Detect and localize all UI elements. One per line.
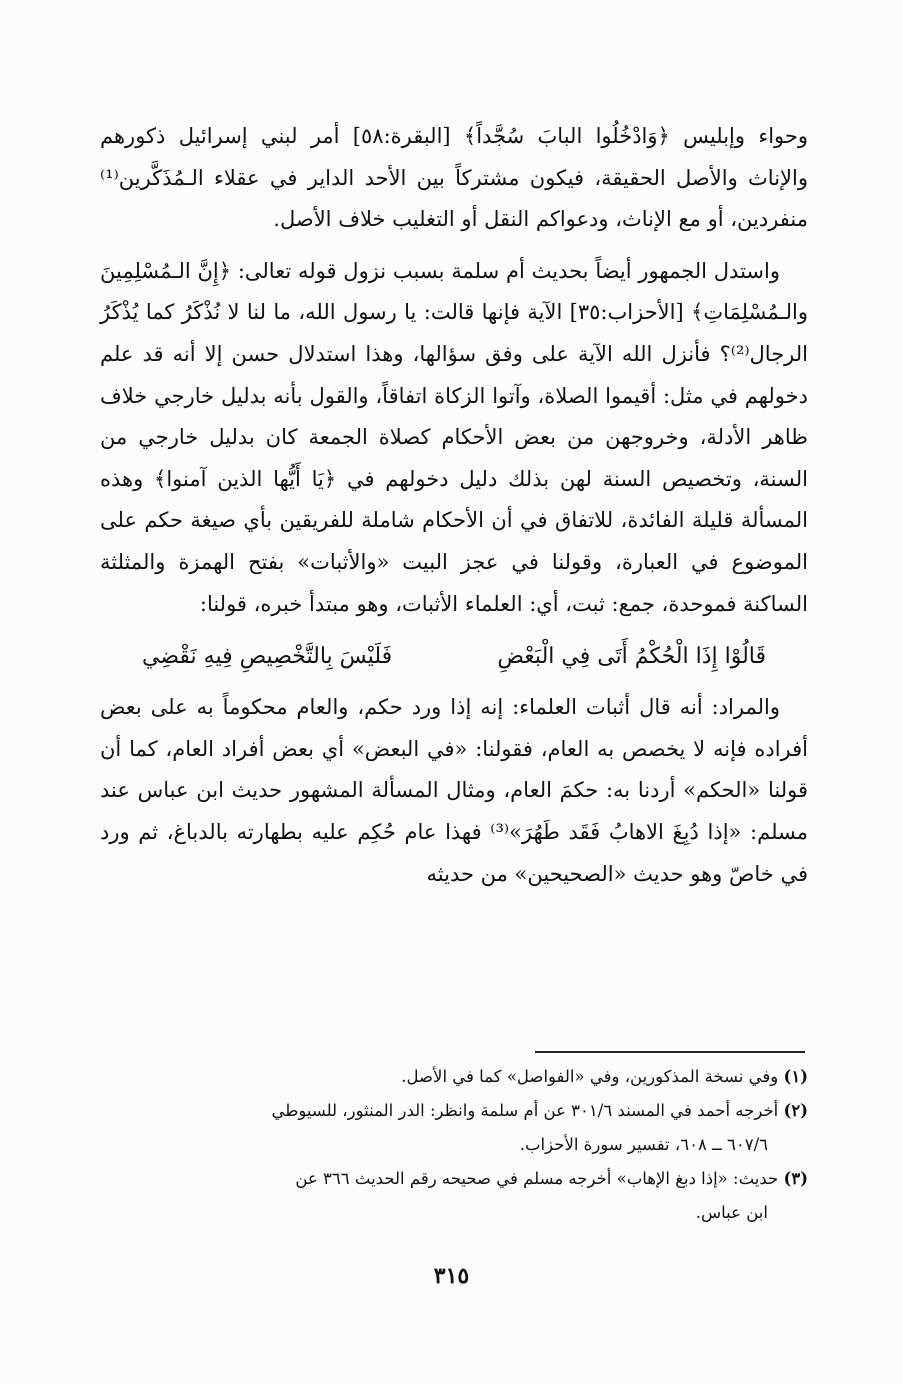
footnote-text: أخرجه أحمد في المسند ٣٠١/٦ عن أم سلمة وانظر: الدر المنثور، للسيوطي — [271, 1101, 779, 1120]
paragraph-2: واستدل الجمهور أيضاً بحديث أم سلمة بسبب نزول قوله تعالى: ﴿إِنَّ الـمُسْلِمِينَ والـمُسْلِمَاتِ﴾ [الأحزاب:٣٥] الآية فإنها قالت: يا رسول الله، ما لنا لا نُذْكَرُ كما يُذْكَرُ الرجال⁽²⁾؟ فأنزل الله الآية على وفق سؤالها، وهذا استدلال حسن إلا أنه قد علم دخولهم في مثل: أقيموا الصلاة، وآتوا الزكاة اتفاقاً، والقول بأنه بدليل خارجي خلاف ظاهر الأدلة، وخروجهن من بعض الأحكام كصلاة الجمعة كان بدليل خارجي من السنة، وتخصيص السنة لهن بذلك دليل دخولهم في ﴿يَا أَيُّها الذين آمنوا﴾ وهذه المسألة قليلة الفائدة، للاتفاق في أن الأحكام شاملة للفريقين بأي صيغة حكم على الموضوع في العبارة، وقولنا في عجز البيت «والأثبات» بفتح الهمزة والمثلثة الساكنة فموحدة، جمع: ثبت، أي: العلماء الأثبات، وهو مبتدأ خبره، قولنا: — [100, 258, 809, 616]
footnote-number: (١) — [783, 1067, 808, 1086]
footnote-1 — [100, 1060, 808, 1094]
footnotes — [100, 1060, 808, 1230]
paragraph-1: وحواء وإبليس ﴿وَادْخُلُوا البابَ سُجَّداً﴾ [البقرة:٥٨] أمر لبني إسرائيل ذكورهم والإناث والأصل الحقيقة، فيكون مشتركاً بين الأحد الداير في عقلاء الـمُذَكَّرين⁽¹⁾ منفردين، أو مع الإناث، ودعواكم النقل أو التغليب خلاف الأصل. — [100, 124, 809, 232]
footnote-number: (٢) — [783, 1101, 808, 1120]
footnote-2-continuation: ٦٠٧/٦ ــ ٦٠٨، تفسير سورة الأحزاب. — [519, 1135, 768, 1154]
footnote-text: حديث: «إذا دبغ الإهاب» أخرجه مسلم في صحيحه رقم الحديث ٣٦٦ عن — [295, 1169, 779, 1188]
poem-verse — [142, 637, 766, 677]
poem-hemistich-left: فَلَيْسَ بِالتَّخْصِيصِ فِيهِ نَقْضِي — [142, 644, 393, 670]
footnote-3-continuation: ابن عباس. — [695, 1203, 768, 1222]
main-text — [100, 116, 808, 895]
footnote-separator — [535, 1051, 805, 1053]
footnote-2 — [100, 1094, 808, 1128]
page-number: ٣١٥ — [433, 1263, 470, 1289]
footnote-text: وفي نسخة المذكورين، وفي «الفواصل» كما في الأصل. — [401, 1067, 779, 1086]
paragraph-3: والمراد: أنه قال أثبات العلماء: إنه إذا ورد حكم، والعام محكوماً به على بعض أفراده فإنه لا يخصص به العام، فقولنا: «في البعض» أي بعض أفراد العام، كما أن قولنا «الحكم» أردنا به: حكمَ العام، ومثال المسألة المشهور حديث ابن عباس عند مسلم: «إذا دُبِغَ الاهابُ فَقَد طَهُرَ»⁽³⁾ فهذا عام حُكِم عليه بطهارته بالدباغ، ثم ورد في خاصّ وهو حديث «الصحيحين» من حديثه — [100, 695, 809, 886]
poem-hemistich-right: قَالُوْا إِذَا الْحُكْمُ أَتَى فِي الْبَعْضِ — [497, 644, 766, 670]
footnote-number: (٣) — [783, 1169, 808, 1188]
footnote-3 — [100, 1162, 808, 1196]
